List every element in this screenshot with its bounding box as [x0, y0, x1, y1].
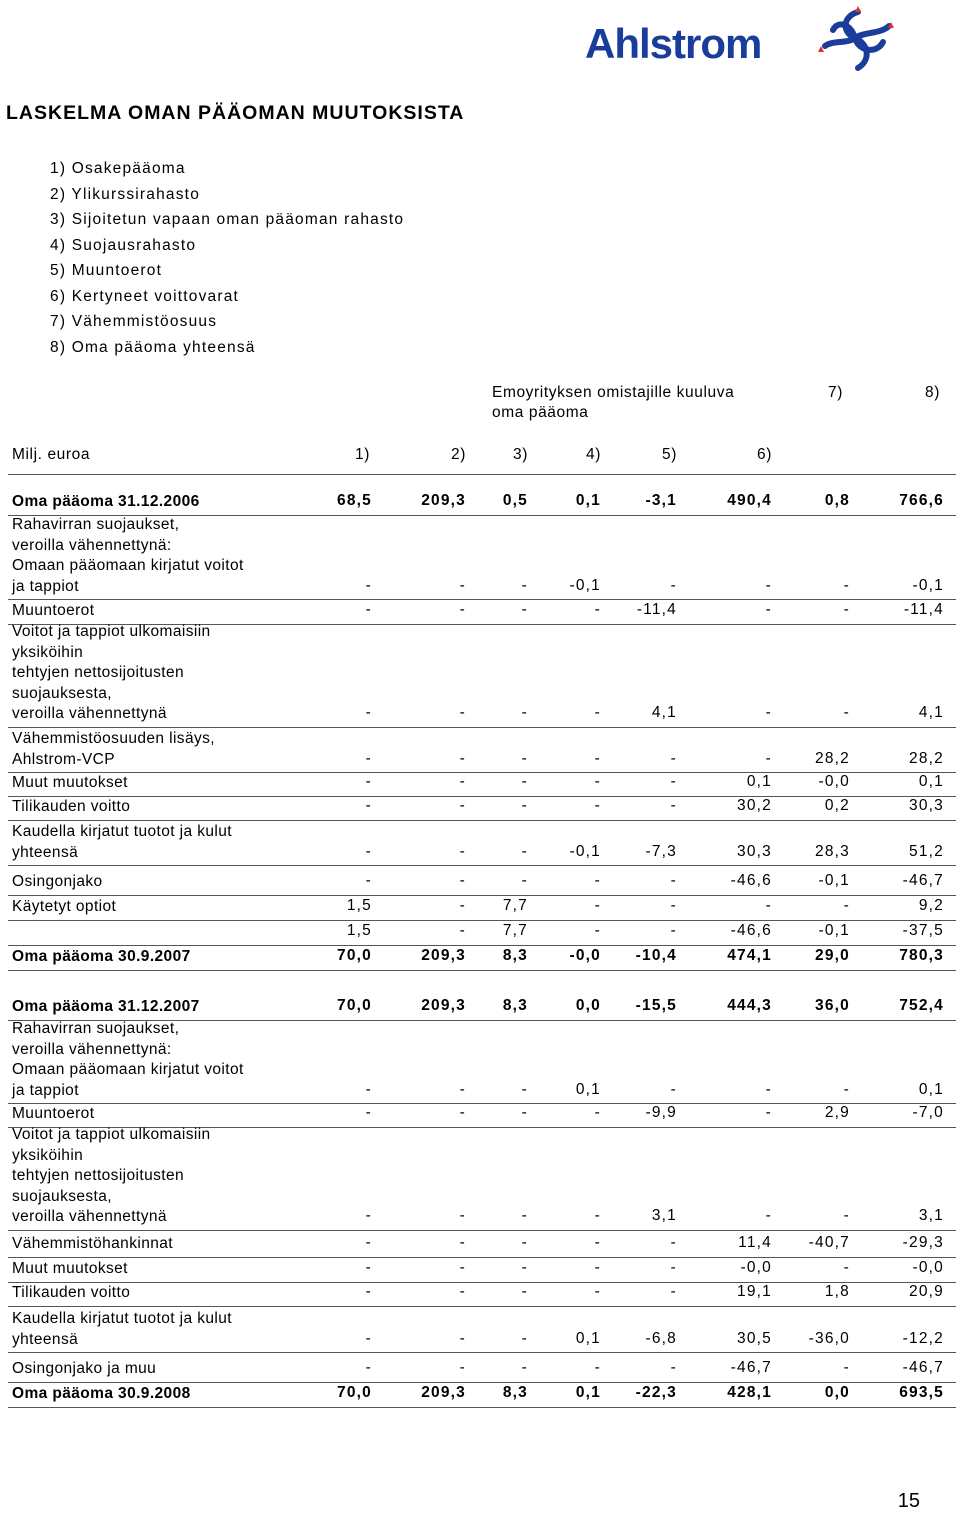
- row-label: yksiköihin: [12, 1146, 84, 1164]
- cell-col-3: -: [521, 1104, 528, 1121]
- cell-col-4: -: [594, 922, 601, 939]
- legend-item: 3) Sijoitetun vapaan oman pääoman rahasto: [50, 211, 405, 228]
- cell-col-8: -46,7: [902, 872, 944, 889]
- row-label: Muut muutokset: [12, 774, 128, 791]
- legend-item: 6) Kertyneet voittovarat: [50, 287, 240, 305]
- header-col-7: 7): [828, 384, 843, 401]
- cell-col-2: 209,3: [421, 1384, 466, 1401]
- row-label: Omaan pääomaan kirjatut voitot: [12, 557, 244, 574]
- cell-col-3: -: [521, 1329, 528, 1347]
- row-label: Voitot ja tappiot ulkomaisiin: [12, 1126, 211, 1143]
- cell-col-8: 28,2: [909, 749, 944, 767]
- row-label: Tilikauden voitto: [12, 798, 131, 815]
- cell-col-4: -: [594, 1283, 601, 1300]
- table-row: [0, 622, 960, 725]
- cell-col-7: -0,0: [818, 773, 850, 790]
- cell-col-3: -: [521, 1234, 528, 1251]
- cell-col-8: 752,4: [899, 997, 944, 1014]
- row-label: Osingonjako ja muu: [12, 1360, 157, 1377]
- row-divider: [8, 1230, 956, 1231]
- table-row: [0, 947, 960, 968]
- table-row: [0, 872, 960, 893]
- cell-col-6: -46,6: [730, 922, 772, 939]
- cell-col-6: -: [765, 704, 772, 721]
- logo-wordmark: Ahlstrom: [585, 20, 762, 67]
- row-label: Muut muutokset: [12, 1260, 128, 1277]
- row-label: tehtyjen nettosijoitusten: [12, 1167, 184, 1184]
- row-label: Oma pääoma 30.9.2007: [12, 948, 191, 965]
- cell-col-5: -: [670, 1283, 677, 1300]
- row-label: Vähemmistöosuuden lisäys,: [12, 730, 215, 747]
- cell-col-3: -: [521, 1359, 528, 1376]
- cell-col-7: -: [843, 601, 850, 618]
- cell-col-1: -: [365, 749, 372, 767]
- table-row: [0, 1019, 960, 1101]
- cell-col-4: -: [594, 872, 601, 889]
- cell-col-5: -7,3: [645, 842, 677, 860]
- cell-col-6: 428,1: [727, 1384, 772, 1401]
- cell-col-4: 0,1: [575, 492, 601, 509]
- cell-col-2: -: [459, 1207, 466, 1224]
- cell-col-4: -0,1: [569, 842, 601, 860]
- cell-col-6: 19,1: [737, 1283, 772, 1300]
- row-label: Ahlstrom-VCP: [12, 750, 115, 768]
- cell-col-7: 2,9: [824, 1104, 850, 1121]
- cell-col-1: -: [365, 601, 372, 618]
- cell-col-8: 51,2: [909, 842, 944, 860]
- cell-col-5: -9,9: [645, 1104, 677, 1121]
- cell-col-7: -: [843, 1359, 850, 1376]
- cell-col-4: -0,1: [569, 576, 601, 594]
- table-row: [0, 897, 960, 918]
- cell-col-8: 4,1: [918, 704, 944, 721]
- cell-col-8: -37,5: [902, 922, 944, 939]
- cell-col-2: -: [459, 1234, 466, 1251]
- row-label: yhteensä: [12, 1330, 79, 1348]
- cell-col-5: -6,8: [645, 1329, 677, 1347]
- table-row: [0, 997, 960, 1018]
- cell-col-3: 0,5: [502, 492, 528, 509]
- row-label: Kaudella kirjatut tuotot ja kulut: [12, 1310, 232, 1327]
- cell-col-7: 36,0: [815, 997, 850, 1014]
- cell-col-1: 1,5: [346, 922, 372, 939]
- logo-emblem-icon: [803, 2, 913, 82]
- cell-col-5: -: [670, 1080, 677, 1098]
- page-title: LASKELMA OMAN PÄÄOMAN MUUTOKSISTA: [6, 102, 465, 124]
- cell-col-1: -: [365, 1259, 372, 1276]
- row-divider: [8, 895, 956, 896]
- cell-col-1: 68,5: [337, 492, 372, 509]
- cell-col-7: 28,3: [815, 842, 850, 860]
- cell-col-8: 0,1: [918, 1080, 944, 1098]
- ahlstrom-logo: [585, 2, 925, 82]
- row-divider: [8, 1382, 956, 1383]
- row-label: veroilla vähennettynä:: [12, 536, 172, 554]
- cell-col-1: -: [365, 1104, 372, 1121]
- cell-col-8: -0,1: [912, 576, 944, 594]
- header-col-4: 4): [586, 446, 601, 463]
- cell-col-4: -: [594, 1234, 601, 1251]
- row-label: Oma pääoma 31.12.2006: [12, 493, 200, 510]
- table-row: [0, 1283, 960, 1304]
- cell-col-6: -: [765, 1207, 772, 1224]
- row-label: yksiköihin: [12, 643, 84, 661]
- cell-col-6: 30,5: [737, 1329, 772, 1347]
- cell-col-2: -: [459, 773, 466, 790]
- cell-col-3: -: [521, 704, 528, 721]
- row-label: Käytetyt optiot: [12, 898, 117, 915]
- cell-col-7: -: [843, 1080, 850, 1098]
- cell-col-2: -: [459, 897, 466, 914]
- cell-col-5: -: [670, 773, 677, 790]
- row-label: veroilla vähennettynä: [12, 1208, 167, 1225]
- row-divider: [8, 820, 956, 821]
- cell-col-3: -: [521, 872, 528, 889]
- table-row: [0, 797, 960, 818]
- row-divider: [8, 1407, 956, 1408]
- cell-col-1: 70,0: [337, 947, 372, 964]
- header-divider: [8, 474, 956, 475]
- cell-col-4: -: [594, 773, 601, 790]
- cell-col-4: -: [594, 1207, 601, 1224]
- row-divider: [8, 727, 956, 728]
- cell-col-7: -: [843, 576, 850, 594]
- cell-col-4: -0,0: [569, 947, 601, 964]
- header-col-6: 6): [757, 446, 772, 463]
- cell-col-5: -: [670, 897, 677, 914]
- row-label: Omaan pääomaan kirjatut voitot: [12, 1061, 244, 1078]
- legend-item: 7) Vähemmistöosuus: [50, 313, 218, 330]
- cell-col-8: -7,0: [912, 1104, 944, 1121]
- row-divider: [8, 1257, 956, 1258]
- cell-col-2: -: [459, 576, 466, 594]
- table-row: [0, 515, 960, 597]
- row-label: Osingonjako: [12, 873, 103, 890]
- row-divider: [8, 945, 956, 946]
- row-divider: [8, 970, 956, 971]
- table-row: [0, 1384, 960, 1405]
- table-row: [0, 922, 960, 943]
- cell-col-4: 0,1: [575, 1329, 601, 1347]
- row-label: suojauksesta,: [12, 684, 112, 702]
- header-col-2: 2): [451, 446, 466, 463]
- cell-col-6: -0,0: [740, 1259, 772, 1276]
- cell-col-7: -: [843, 1259, 850, 1276]
- cell-col-8: -12,2: [902, 1329, 944, 1347]
- row-divider: [8, 920, 956, 921]
- cell-col-6: -: [765, 1104, 772, 1121]
- cell-col-4: -: [594, 797, 601, 814]
- table-row: [0, 822, 960, 863]
- cell-col-3: -: [521, 1283, 528, 1300]
- row-label: Rahavirran suojaukset,: [12, 516, 180, 533]
- cell-col-2: -: [459, 872, 466, 889]
- cell-col-2: 209,3: [421, 492, 466, 509]
- row-divider: [8, 1306, 956, 1307]
- cell-col-6: -: [765, 601, 772, 618]
- cell-col-1: 70,0: [337, 997, 372, 1014]
- table-row: [0, 492, 960, 513]
- cell-col-8: 30,3: [909, 797, 944, 814]
- cell-col-1: -: [365, 704, 372, 721]
- cell-col-6: 11,4: [738, 1234, 772, 1251]
- cell-col-6: 0,1: [746, 773, 772, 790]
- cell-col-7: 0,8: [824, 492, 850, 509]
- cell-col-8: -46,7: [902, 1359, 944, 1376]
- cell-col-5: 3,1: [651, 1207, 677, 1224]
- cell-col-5: -10,4: [635, 947, 677, 964]
- legend-item: 5) Muuntoerot: [50, 262, 163, 279]
- cell-col-2: -: [459, 704, 466, 721]
- cell-col-7: -: [843, 1207, 850, 1224]
- cell-col-2: -: [459, 749, 466, 767]
- legend-item: 1) Osakepääoma: [50, 160, 186, 177]
- table-row: [0, 1104, 960, 1125]
- cell-col-4: -: [594, 704, 601, 721]
- cell-col-7: -0,1: [818, 922, 850, 939]
- row-label: Voitot ja tappiot ulkomaisiin: [12, 623, 211, 640]
- page-number: 15: [897, 1490, 920, 1512]
- table-row: [0, 1309, 960, 1350]
- cell-col-8: 20,9: [909, 1283, 944, 1300]
- cell-col-3: -: [521, 1259, 528, 1276]
- row-label: Rahavirran suojaukset,: [12, 1020, 180, 1037]
- cell-col-8: -29,3: [902, 1234, 944, 1251]
- cell-col-2: -: [459, 922, 466, 939]
- row-divider: [8, 599, 956, 600]
- cell-col-8: 693,5: [899, 1384, 944, 1401]
- cell-col-2: -: [459, 1259, 466, 1276]
- row-label: Oma pääoma 31.12.2007: [12, 998, 200, 1015]
- cell-col-7: -36,0: [808, 1329, 850, 1347]
- cell-col-7: -: [843, 897, 850, 914]
- cell-col-6: -: [765, 897, 772, 914]
- cell-col-4: -: [594, 1259, 601, 1276]
- cell-col-2: -: [459, 1359, 466, 1376]
- cell-col-6: 474,1: [727, 947, 772, 964]
- row-divider: [8, 865, 956, 866]
- cell-col-7: 29,0: [815, 947, 850, 964]
- cell-col-4: 0,1: [575, 1384, 601, 1401]
- cell-col-1: -: [365, 576, 372, 594]
- group-header-line2: oma pääoma: [492, 404, 589, 421]
- cell-col-5: -11,4: [636, 601, 677, 618]
- header-col-8: 8): [925, 384, 940, 401]
- cell-col-4: -: [594, 601, 601, 618]
- cell-col-6: -: [765, 576, 772, 594]
- cell-col-2: -: [459, 1329, 466, 1347]
- table-row: [0, 601, 960, 622]
- cell-col-7: -: [843, 704, 850, 721]
- header-col-5: 5): [662, 446, 677, 463]
- cell-col-5: 4,1: [651, 704, 677, 721]
- header-col-3: 3): [513, 446, 528, 463]
- cell-col-3: -: [521, 576, 528, 594]
- cell-col-3: 8,3: [502, 1384, 528, 1401]
- cell-col-8: 780,3: [899, 947, 944, 964]
- cell-col-3: -: [521, 1207, 528, 1224]
- row-label: tehtyjen nettosijoitusten: [12, 664, 184, 681]
- cell-col-6: 490,4: [727, 492, 772, 509]
- cell-col-1: -: [365, 773, 372, 790]
- cell-col-1: -: [365, 872, 372, 889]
- cell-col-8: -11,4: [903, 601, 944, 618]
- cell-col-3: -: [521, 797, 528, 814]
- cell-col-5: -: [670, 872, 677, 889]
- cell-col-1: -: [365, 842, 372, 860]
- row-divider: [8, 1352, 956, 1353]
- cell-col-2: -: [459, 1080, 466, 1098]
- cell-col-7: 28,2: [815, 749, 850, 767]
- row-label: ja tappiot: [12, 1081, 79, 1099]
- cell-col-5: -: [670, 1259, 677, 1276]
- table-row: [0, 729, 960, 770]
- cell-col-2: 209,3: [421, 997, 466, 1014]
- cell-col-4: -: [594, 1104, 601, 1121]
- cell-col-5: -22,3: [635, 1384, 677, 1401]
- cell-col-6: 30,2: [737, 797, 772, 814]
- cell-col-4: -: [594, 749, 601, 767]
- legend-item: 8) Oma pääoma yhteensä: [50, 338, 256, 356]
- cell-col-1: -: [365, 1329, 372, 1347]
- table-row: [0, 1359, 960, 1380]
- header-col-1: 1): [355, 446, 370, 463]
- row-label: Tilikauden voitto: [12, 1284, 131, 1301]
- cell-col-7: 0,0: [824, 1384, 850, 1401]
- cell-col-3: -: [521, 1080, 528, 1098]
- cell-col-4: -: [594, 1359, 601, 1376]
- unit-label: Milj. euroa: [12, 446, 91, 463]
- cell-col-6: -: [765, 749, 772, 767]
- cell-col-7: -0,1: [818, 872, 850, 889]
- cell-col-1: -: [365, 1080, 372, 1098]
- cell-col-5: -3,1: [645, 492, 677, 509]
- group-header-line1: Emoyrityksen omistajille kuuluva: [492, 384, 735, 401]
- cell-col-2: -: [459, 601, 466, 618]
- cell-col-2: 209,3: [421, 947, 466, 964]
- row-label: veroilla vähennettynä: [12, 705, 167, 722]
- cell-col-6: -46,6: [730, 872, 772, 889]
- legend-item: 2) Ylikurssirahasto: [50, 185, 201, 203]
- cell-col-5: -: [670, 576, 677, 594]
- table-row: [0, 773, 960, 794]
- cell-col-7: 0,2: [824, 797, 850, 814]
- cell-col-1: 70,0: [337, 1384, 372, 1401]
- legend-item: 4) Suojausrahasto: [50, 236, 197, 254]
- cell-col-3: 8,3: [502, 997, 528, 1014]
- cell-col-1: -: [365, 797, 372, 814]
- row-label: yhteensä: [12, 843, 79, 861]
- row-label: Kaudella kirjatut tuotot ja kulut: [12, 823, 232, 840]
- cell-col-2: -: [459, 842, 466, 860]
- cell-col-5: -15,5: [635, 997, 677, 1014]
- row-label: veroilla vähennettynä:: [12, 1040, 172, 1058]
- cell-col-3: -: [521, 749, 528, 767]
- cell-col-8: 3,1: [918, 1207, 944, 1224]
- cell-col-3: -: [521, 601, 528, 618]
- cell-col-3: 8,3: [502, 947, 528, 964]
- cell-col-5: -: [670, 749, 677, 767]
- row-label: Muuntoerot: [12, 1105, 95, 1122]
- cell-col-1: -: [365, 1283, 372, 1300]
- cell-col-8: 0,1: [918, 773, 944, 790]
- cell-col-1: 1,5: [346, 897, 372, 914]
- cell-col-3: 7,7: [502, 897, 528, 914]
- cell-col-7: -40,7: [808, 1234, 850, 1251]
- cell-col-6: -46,7: [730, 1359, 772, 1376]
- cell-col-3: 7,7: [502, 922, 528, 939]
- cell-col-8: 9,2: [918, 897, 944, 914]
- cell-col-6: -: [765, 1080, 772, 1098]
- cell-col-2: -: [459, 1283, 466, 1300]
- cell-col-6: 30,3: [737, 842, 772, 860]
- cell-col-5: -: [670, 1234, 677, 1251]
- cell-col-8: 766,6: [899, 492, 944, 509]
- cell-col-1: -: [365, 1234, 372, 1251]
- cell-col-5: -: [670, 1359, 677, 1376]
- table-row: [0, 1259, 960, 1280]
- cell-col-1: -: [365, 1207, 372, 1224]
- cell-col-8: -0,0: [912, 1259, 944, 1276]
- cell-col-3: -: [521, 842, 528, 860]
- cell-col-2: -: [459, 797, 466, 814]
- cell-col-4: 0,1: [575, 1080, 601, 1098]
- cell-col-4: -: [594, 897, 601, 914]
- cell-col-1: -: [365, 1359, 372, 1376]
- cell-col-5: -: [670, 797, 677, 814]
- cell-col-4: 0,0: [575, 997, 601, 1014]
- row-label: Oma pääoma 30.9.2008: [12, 1385, 191, 1402]
- row-label: ja tappiot: [12, 577, 79, 595]
- table-row: [0, 1125, 960, 1228]
- row-label: Muuntoerot: [12, 602, 95, 619]
- row-label: suojauksesta,: [12, 1187, 112, 1205]
- table-row: [0, 1234, 960, 1255]
- column-legend: [50, 156, 404, 360]
- row-label: Vähemmistöhankinnat: [12, 1235, 173, 1252]
- cell-col-6: 444,3: [727, 997, 772, 1014]
- cell-col-7: 1,8: [824, 1283, 850, 1300]
- cell-col-3: -: [521, 773, 528, 790]
- cell-col-5: -: [670, 922, 677, 939]
- cell-col-2: -: [459, 1104, 466, 1121]
